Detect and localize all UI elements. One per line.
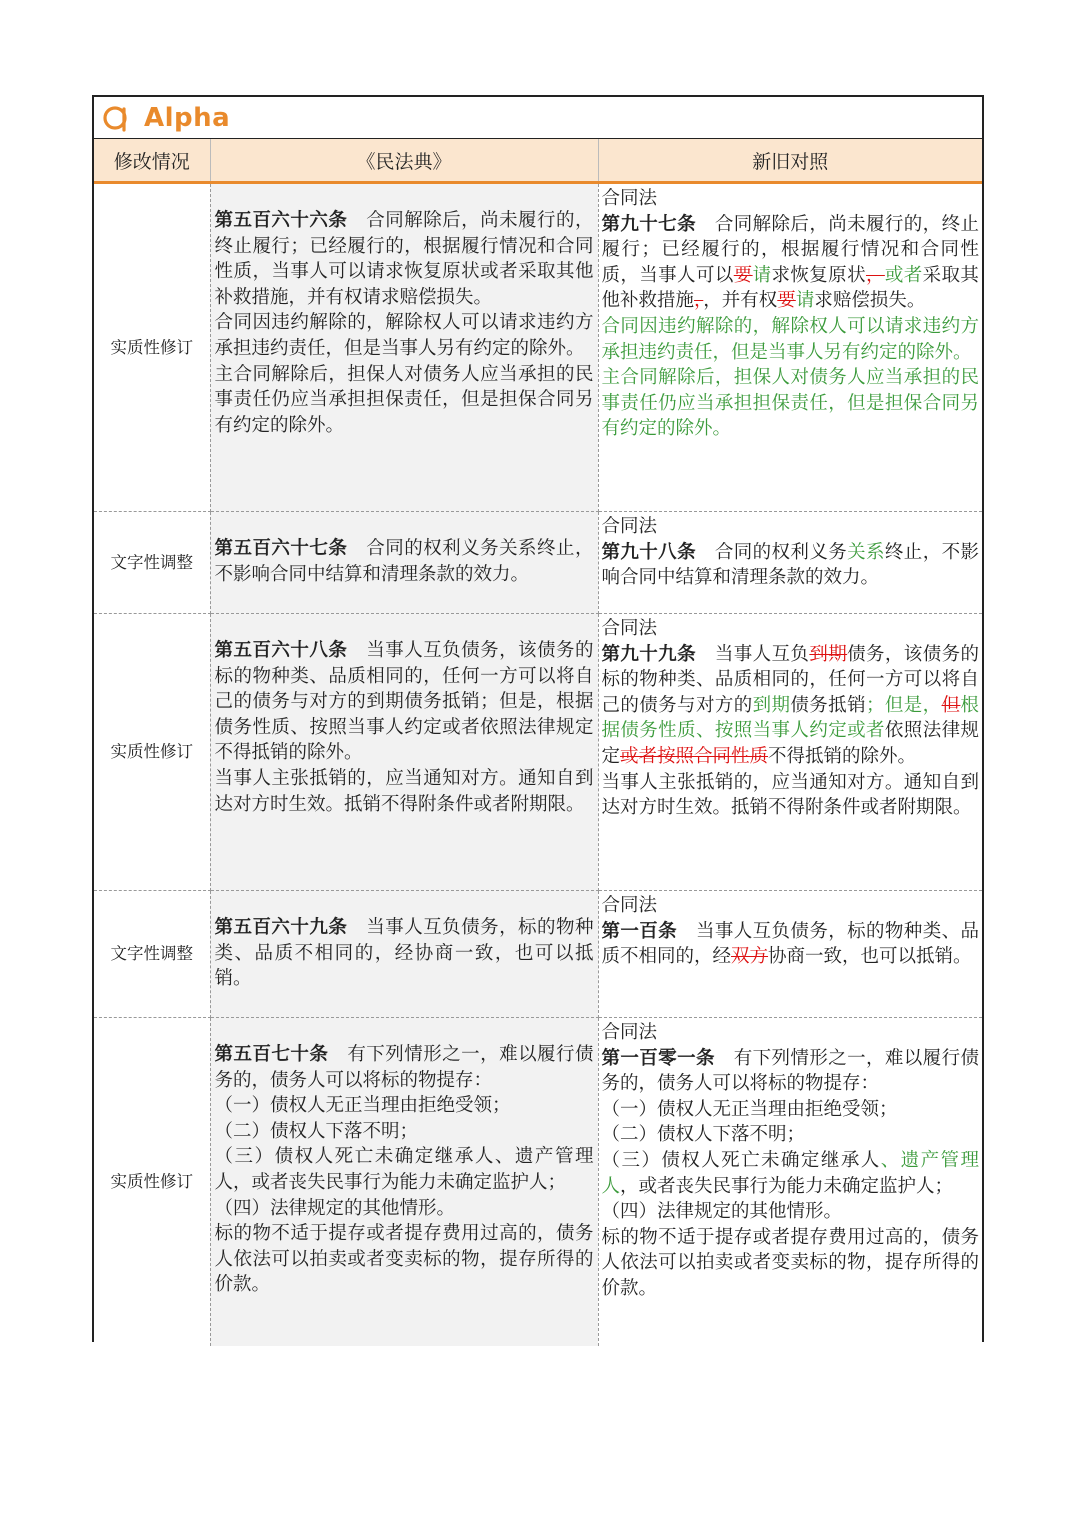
civil-paragraph: 标的物不适于提存或者提存费用过高的，债务人依法可以拍卖或者变卖标的物，提存所得的价款。 [214, 1223, 594, 1296]
text: 合同解除后，尚未履行的，终止履行；已经履行的，根据履行情况和合同性质，当事人可以 [601, 213, 979, 286]
header-comparison: 新旧对照 [598, 139, 982, 183]
added-text: 请 [752, 264, 772, 286]
table-row [94, 512, 982, 614]
civil-code-cell [210, 614, 598, 891]
deleted-text: 要 [733, 264, 753, 286]
text: ，并有权 [703, 290, 778, 312]
article-number: 第九十八条 [601, 541, 696, 563]
civil-code-cell [210, 1018, 598, 1346]
deleted-text: ， [694, 290, 704, 312]
paragraph-text: 合同的权利义务关系终止，不影响合同中结算和清理条款的效力。 [214, 538, 594, 585]
article-number: 第五百六十九条 [214, 917, 348, 938]
article-number: 第五百六十七条 [214, 538, 348, 559]
text: 协商一致，也可以抵销。 [768, 946, 972, 968]
old-paragraph [602, 1046, 980, 1097]
old-paragraph [602, 212, 980, 314]
article-number: 第五百七十条 [214, 1044, 329, 1065]
text: 有下列情形之一，难以履行债务的，债务人可以将标的物提存： [601, 1047, 979, 1095]
civil-item: （二）债权人下落不明； [214, 1120, 419, 1142]
text: ，或者丧失民事行为能力未确定监护人； [620, 1175, 954, 1197]
old-paragraph [602, 919, 980, 970]
deleted-text: ， [865, 264, 885, 286]
deleted-text: 双方 [731, 946, 769, 968]
comparison-sheet [92, 95, 984, 1342]
added-text: 、遗产管理人 [601, 1149, 979, 1197]
article-number: 第五百六十六条 [214, 210, 348, 231]
paragraph-text: 合同解除后，尚未履行的，终止履行；已经履行的，根据履行情况和合同性质，当事人可以请求恢复原状或者采取其他补救措施，并有权请求赔偿损失。 [214, 210, 594, 308]
paragraph-text: 当事人互负债务，标的物种类、品质不相同的，经协商一致，也可以抵销。 [214, 917, 594, 990]
header-civil-code: 《民法典》 [210, 139, 598, 183]
source-label: 合同法 [601, 618, 658, 639]
text: 不得抵销的除外。 [768, 745, 917, 767]
old-item: （二）债权人下落不明； [601, 1124, 806, 1146]
source-label: 合同法 [601, 895, 658, 916]
civil-paragraph: 合同因违约解除的，解除权人可以请求违约方承担违约责任，但是当事人另有约定的除外。 [214, 312, 594, 359]
row-category: 实质性修订 [94, 183, 210, 512]
paragraph-text: 当事人互负债务，该债务的标的物种类、品质相同的，任何一方可以将自己的债务与对方的到期债务抵销；但是，根据债务性质、按照当事人约定或者依照法律规定不得抵销的除外。 [214, 640, 594, 764]
source-label: 合同法 [601, 516, 658, 537]
added-text: 请 [795, 290, 815, 312]
text: 采取其他补救措施 [601, 264, 979, 312]
comparison-table [94, 139, 982, 1346]
text: 当事人互负债务，标的物种类、品质不相同的，经 [601, 920, 979, 968]
article-number: 第一百零一条 [601, 1047, 715, 1069]
alpha-logo-icon [102, 103, 132, 133]
added-text: 根据债务性质、按照当事人约定或者 [601, 694, 979, 742]
paragraph-text: 有下列情形之一，难以履行债务的，债务人可以将标的物提存： [214, 1044, 594, 1091]
added-text: ；但是， [865, 694, 942, 716]
contract-law-cell [598, 891, 982, 1018]
contract-law-cell [598, 1018, 982, 1346]
article-number: 第九十七条 [601, 213, 696, 235]
article-number: 第五百六十八条 [214, 640, 348, 661]
old-paragraph: 标的物不适于提存或者提存费用过高的，债务人依法可以拍卖或者变卖标的物，提存所得的价款。 [601, 1226, 979, 1299]
deleted-text: 或者按照合同性质 [620, 745, 769, 767]
table-row [94, 614, 982, 891]
article-number: 第一百条 [601, 920, 678, 942]
table-row [94, 891, 982, 1018]
civil-item: （四）法律规定的其他情形。 [214, 1197, 456, 1219]
deleted-text: 但 [941, 694, 961, 716]
civil-paragraph [215, 1042, 594, 1093]
civil-paragraph [215, 638, 594, 766]
civil-paragraph [215, 915, 594, 992]
text: 当事人互负 [714, 643, 810, 665]
deleted-text: 要 [777, 290, 796, 312]
text: （三）债权人死亡未确定继承人 [601, 1149, 881, 1171]
civil-paragraph: 当事人主张抵销的，应当通知对方。通知自到达对方时生效。抵销不得附条件或者附期限。 [214, 767, 594, 815]
old-item [602, 1148, 980, 1199]
civil-item: （一）债权人无正当理由拒绝受领； [214, 1095, 511, 1117]
text: 求赔偿损失。 [814, 290, 926, 312]
row-category: 实质性修订 [94, 614, 210, 891]
old-item: （四）法律规定的其他情形。 [601, 1201, 843, 1223]
table-row [94, 183, 982, 512]
added-text: 关系 [847, 541, 885, 563]
civil-paragraph: 主合同解除后，担保人对债务人应当承担的民事责任仍应当承担担保责任，但是担保合同另有约定的除外。 [214, 363, 594, 436]
civil-paragraph [215, 536, 594, 587]
table-header-row [94, 139, 982, 183]
row-category: 实质性修订 [94, 1018, 210, 1346]
contract-law-cell [598, 512, 982, 614]
text: 债务抵销 [790, 694, 866, 716]
table-row [94, 1018, 982, 1346]
deleted-text: 到期 [809, 643, 848, 665]
text: 终止，不影响合同中结算和清理条款的效力。 [601, 541, 979, 589]
added-text: 或者 [884, 264, 923, 286]
brand-bar [94, 97, 982, 139]
civil-paragraph [215, 208, 594, 310]
source-label: 合同法 [601, 1022, 658, 1043]
old-paragraph: 当事人主张抵销的，应当通知对方。通知自到达对方时生效。抵销不得附条件或者附期限。 [601, 771, 979, 819]
civil-item: （三）债权人死亡未确定继承人、遗产管理人，或者丧失民事行为能力未确定监护人； [214, 1146, 594, 1193]
text: 依照法律规定 [601, 720, 979, 767]
contract-law-cell [598, 183, 982, 512]
source-label: 合同法 [601, 188, 658, 209]
header-category: 修改情况 [94, 139, 210, 183]
contract-law-cell [598, 614, 982, 891]
added-paragraph: 主合同解除后，担保人对债务人应当承担的民事责任仍应当承担担保责任，但是担保合同另有约定的除外。 [601, 367, 979, 440]
row-category: 文字性调整 [94, 891, 210, 1018]
civil-code-cell [210, 891, 598, 1018]
row-category: 文字性调整 [94, 512, 210, 614]
civil-code-cell [210, 183, 598, 512]
brand-name: Alpha [144, 102, 231, 133]
text: 债务，该债务的标的物种类、品质相同的，任何一方可以将自己的债务与对方的 [601, 643, 979, 716]
old-item: （一）债权人无正当理由拒绝受领； [601, 1098, 898, 1120]
civil-code-cell [210, 512, 598, 614]
text: 求恢复原状 [771, 264, 866, 286]
article-number: 第九十九条 [601, 643, 696, 665]
old-paragraph [602, 642, 980, 770]
added-paragraph: 合同因违约解除的，解除权人可以请求违约方承担违约责任，但是当事人另有约定的除外。 [601, 315, 979, 363]
old-paragraph [602, 540, 980, 591]
added-text: 到期 [752, 694, 791, 716]
text: 合同的权利义务 [714, 541, 848, 563]
